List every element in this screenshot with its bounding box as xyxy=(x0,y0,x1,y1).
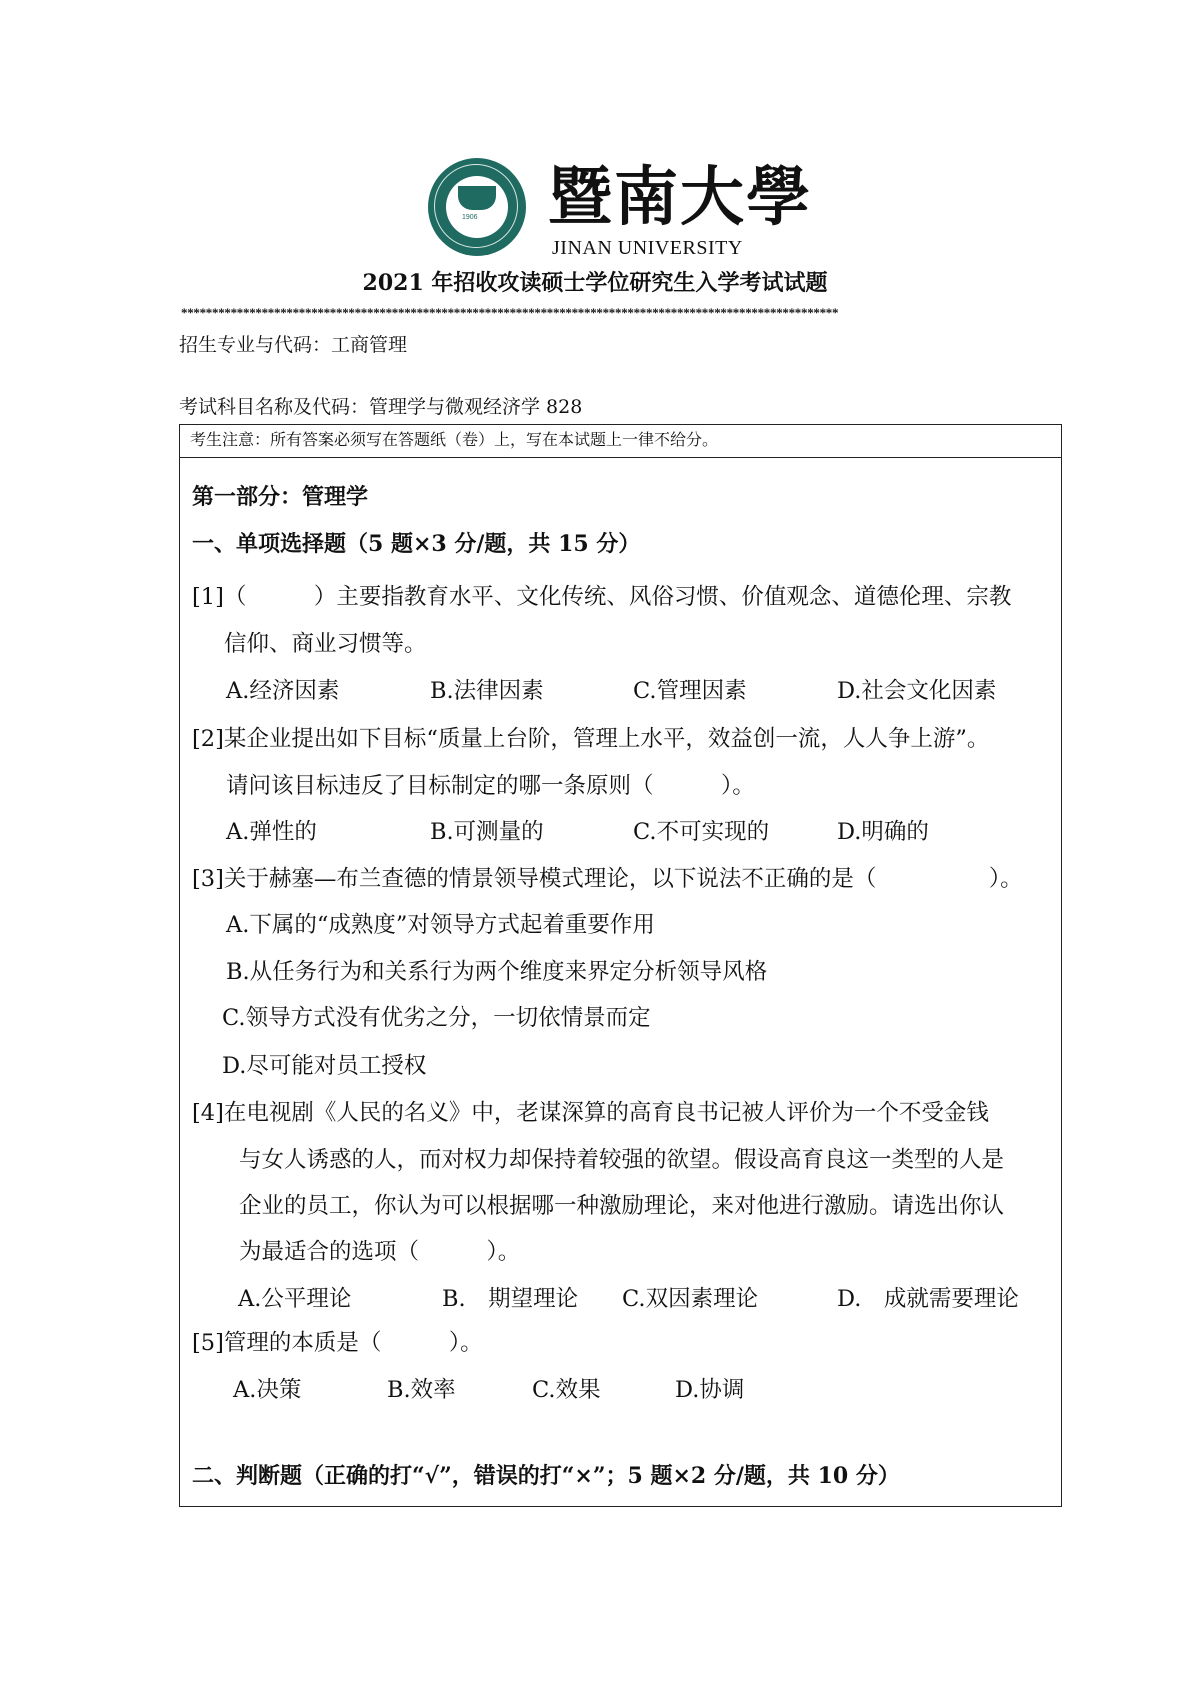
option: C.双因素理论 xyxy=(622,1286,759,1312)
option: C.效果 xyxy=(532,1377,601,1403)
logo-english: JINAN UNIVERSITY xyxy=(552,237,743,259)
section-heading: 一、单项选择题（5 题×3 分/题，共 15 分） xyxy=(192,531,641,557)
question-4-cont: 与女人诱惑的人，而对权力却保持着较强的欲望。假设高育良这一类型的人是 xyxy=(239,1147,1005,1173)
option: A.下属的“成熟度”对领导方式起着重要作用 xyxy=(226,912,655,938)
option: A.弹性的 xyxy=(226,819,317,845)
option: B.从任务行为和关系行为两个维度来界定分析领导风格 xyxy=(226,959,768,985)
question-1-cont: 信仰、商业习惯等。 xyxy=(224,631,427,657)
question-3: [3]关于赫塞—布兰查德的情景领导模式理论，以下说法不正确的是（ ）。 xyxy=(192,866,1023,892)
option: D.明确的 xyxy=(837,819,929,845)
logo-chinese: 暨南大學 xyxy=(548,160,812,235)
option: C.管理因素 xyxy=(633,678,747,704)
question-2-cont: 请问该目标违反了目标制定的哪一条原则（ ）。 xyxy=(226,773,755,799)
option: A.决策 xyxy=(233,1377,302,1403)
option: D.协调 xyxy=(675,1377,745,1403)
exam-title: 2021 年招收攻读硕士学位研究生入学考试试题 xyxy=(362,270,828,296)
question-4-cont: 为最适合的选项（ ）。 xyxy=(239,1239,521,1265)
exam-box xyxy=(179,424,1062,1507)
option: C.领导方式没有优劣之分，一切依情景而定 xyxy=(222,1005,651,1031)
university-seal xyxy=(428,158,526,256)
option: A.经济因素 xyxy=(226,678,340,704)
section-heading-2: 二、判断题（正确的打“√”，错误的打“×”；5 题×2 分/题，共 10 分） xyxy=(192,1463,900,1489)
option: B.效率 xyxy=(387,1377,456,1403)
option: C.不可实现的 xyxy=(633,819,770,845)
option: D.社会文化因素 xyxy=(837,678,997,704)
question-2: [2]某企业提出如下目标“质量上台阶，管理上水平，效益创一流，人人争上游”。 xyxy=(192,726,990,752)
option: B.可测量的 xyxy=(430,819,544,845)
question-5: [5]管理的本质是（ ）。 xyxy=(192,1330,483,1356)
option: B.法律因素 xyxy=(430,678,544,704)
major-line: 招生专业与代码：工商管理 xyxy=(179,334,408,356)
option: D. 成就需要理论 xyxy=(837,1286,1019,1312)
question-4: [4]在电视剧《人民的名义》中，老谋深算的高育良书记被人评价为一个不受金钱 xyxy=(192,1100,989,1126)
part-heading: 第一部分：管理学 xyxy=(192,484,369,510)
option: B. 期望理论 xyxy=(442,1286,579,1312)
subject-line: 考试科目名称及代码：管理学与微观经济学 828 xyxy=(179,396,583,418)
question-1: [1]（ ）主要指教育水平、文化传统、风俗习惯、价值观念、道德伦理、宗教 xyxy=(192,584,1012,610)
option: A.公平理论 xyxy=(238,1286,352,1312)
notice-row xyxy=(180,425,1061,458)
notice-text: 考生注意：所有答案必须写在答题纸（卷）上，写在本试题上一律不给分。 xyxy=(190,430,719,449)
star-divider: ********************************************************************************************************** xyxy=(181,305,839,320)
question-4-cont: 企业的员工，你认为可以根据哪一种激励理论，来对他进行激励。请选出你认 xyxy=(239,1193,1005,1219)
seal-year: 1906 xyxy=(462,214,478,221)
option: D.尽可能对员工授权 xyxy=(222,1053,427,1079)
